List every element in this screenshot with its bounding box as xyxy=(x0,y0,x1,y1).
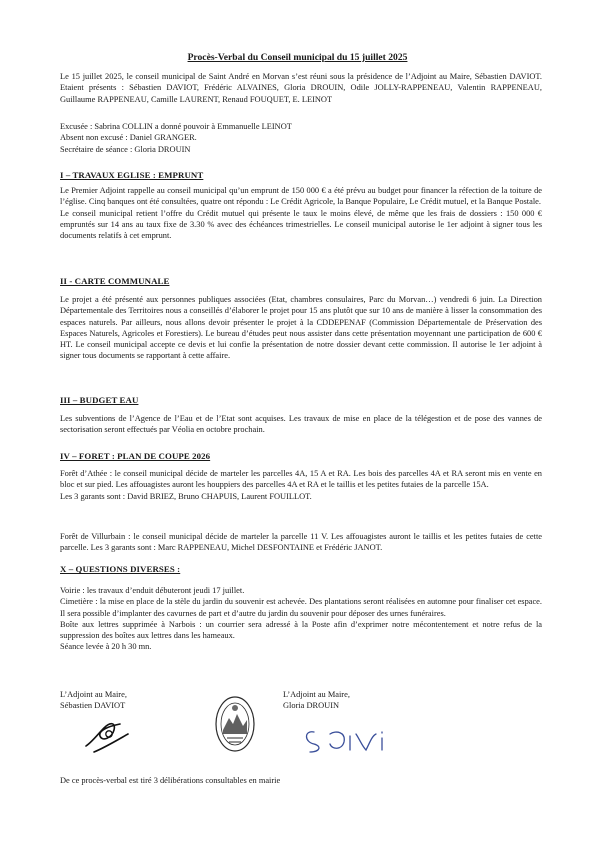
stamp-icon xyxy=(213,690,257,754)
section-heading-questions: X – QUESTIONS DIVERSES : xyxy=(60,564,181,574)
section-body-carte xyxy=(60,294,542,362)
section-heading-carte: II - CARTE COMMUNALE xyxy=(60,276,170,286)
secretary-line: Secrétaire de séance : Gloria DROUIN xyxy=(60,144,191,154)
signer-name: Sébastien DAVIOT xyxy=(60,701,126,711)
paragraph: Cimetière : la mise en place de la stèle du jardin du souvenir est achevée. Des plantations seront réalisées en automne pour finaliser cet espace. Il sera possible d’implanter des cavurnes de part et d’autre du jardin du souvenir pour déposer des urnes funéraires. xyxy=(60,597,542,618)
paragraph: Boîte aux lettres supprimée à Narbois : un courrier sera adressé à la Poste afin d’exprimer notre mécontentement et notre refus de la suppression des boîtes aux lettres dans les hameaux. xyxy=(60,619,542,641)
signature-block-left xyxy=(60,689,127,712)
right-signature-scribble xyxy=(300,722,396,756)
signer-role: L’Adjoint au Maire, xyxy=(60,690,127,699)
intro-opening xyxy=(60,71,542,105)
paragraph: Forêt d’Athée : le conseil municipal décide de marteler les parcelles 4A, 15 A et RA. Les bois des parcelles 4A et RA seront mis en vente en bloc et sur pied. Les affouagistes auront les houppiers des parcelles 4A et RA et le taillis et les petites futaies de la parcelle 15A. xyxy=(60,469,542,490)
section-heading-travaux: I – TRAVAUX EGLISE : EMPRUNT xyxy=(60,170,204,180)
intro-opening-text: Le 15 juillet 2025, le conseil municipal de Saint André en Morvan s’est réuni sous la présidence de l’Adjoint au Maire, Sébastien DAVIOT. Etaient présents : Sébastien DAVIOT, Frédéric ALVAINES, Gloria DROUIN, Odile JOLLY-RAPPENEAU, Valentin RAPPENEAU, Guillaume RAPPENEAU, Camille LAURENT, Renaud FOUQUET, E. LEINOT xyxy=(60,72,542,104)
section-body-foret-villurbain xyxy=(60,531,542,554)
section-body-budget xyxy=(60,413,542,436)
signature-block-right xyxy=(283,689,350,712)
paragraph: Les subventions de l’Agence de l’Eau et de l’Etat sont acquises. Les travaux de mise en place de la télégestion et de pose des vannes de sectorisation seront effectués par Véolia en octobre prochain. xyxy=(60,414,542,435)
signer-name: Gloria DROUIN xyxy=(283,701,340,711)
footer-note: De ce procès-verbal est tiré 3 délibérations consultables en mairie xyxy=(60,776,281,785)
signer-role: L’Adjoint au Maire, xyxy=(283,690,350,699)
paragraph: Forêt de Villurbain : le conseil municipal décide de marteler la parcelle 11 V. Les affouagistes auront le taillis et les petites futaies de cette parcelle. Les 3 garants sont : Marc RAPPENEAU, Michel DESFONTAINE et Frédéric JANOT. xyxy=(60,532,542,553)
paragraph: Séance levée à 20 h 30 mn. xyxy=(60,642,152,652)
paragraph: Le projet a été présenté aux personnes publiques associées (Etat, chambres consulaires, Parc du Morvan…) vendredi 6 juin. La Direction Départementale des Territoires nous a conseillés d’élaborer le projet pour 15 ans plutôt que sur 10 ans de manière à lisser la consommation des espaces naturels. Par ailleurs, nous allons devoir présenter le projet à la CDDEPENAF (Commission Départementale de Préservation des Espaces Naturels, Agricoles et Forestiers). Le bureau d’études peut nous assister dans cette présentation moyennant une participation de 600 € HT. Le conseil municipal accepte ce devis et lui confie la présentation de notre dossier devant cette commission. Il autorise le 1er adjoint à signer tous documents se rapportant à cette affaire. xyxy=(60,295,542,361)
paragraph: Le conseil municipal retient l’offre du Crédit mutuel qui présente le taux le moins élevé, de même que les frais de dossiers : 150 000 € empruntés sur 14 ans au taux fixe de 3.30 % avec des échéances trimestrielles. Le conseil municipal autorise le 1er adjoint à signer tous les documents relatifs à cet emprunt. xyxy=(60,208,542,241)
paragraph: Le Premier Adjoint rappelle au conseil municipal qu’un emprunt de 150 000 € a été prévu au budget pour financer la réfection de la toiture de l’église. Cinq banques ont été consultées, quatre ont répondu : Le Crédit Agricole, la Banque Populaire, Le Crédit mutuel, et la Banque Postale. xyxy=(60,186,542,207)
paragraph: Voirie : les travaux d’enduit débuteront jeudi 17 juillet. xyxy=(60,586,245,595)
absent-line: Absent non excusé : Daniel GRANGER. xyxy=(60,133,197,143)
section-heading-foret: IV – FORET : PLAN DE COUPE 2026 xyxy=(60,451,211,461)
section-body-travaux xyxy=(60,185,542,241)
paragraph: Les 3 garants sont : David BRIEZ, Bruno CHAPUIS, Laurent FOUILLOT. xyxy=(60,491,312,501)
left-signature-scribble xyxy=(80,712,136,756)
section-body-foret-athee xyxy=(60,468,542,502)
attendance-block xyxy=(60,121,542,155)
excused-line: Excusée : Sabrina COLLIN a donné pouvoir à Emmanuelle LEINOT xyxy=(60,122,292,131)
document-title: Procès-Verbal du Conseil municipal du 15 juillet 2025 xyxy=(187,52,408,63)
section-body-questions xyxy=(60,585,542,653)
town-hall-stamp xyxy=(213,690,257,754)
section-heading-budget: III – BUDGET EAU xyxy=(60,395,139,405)
